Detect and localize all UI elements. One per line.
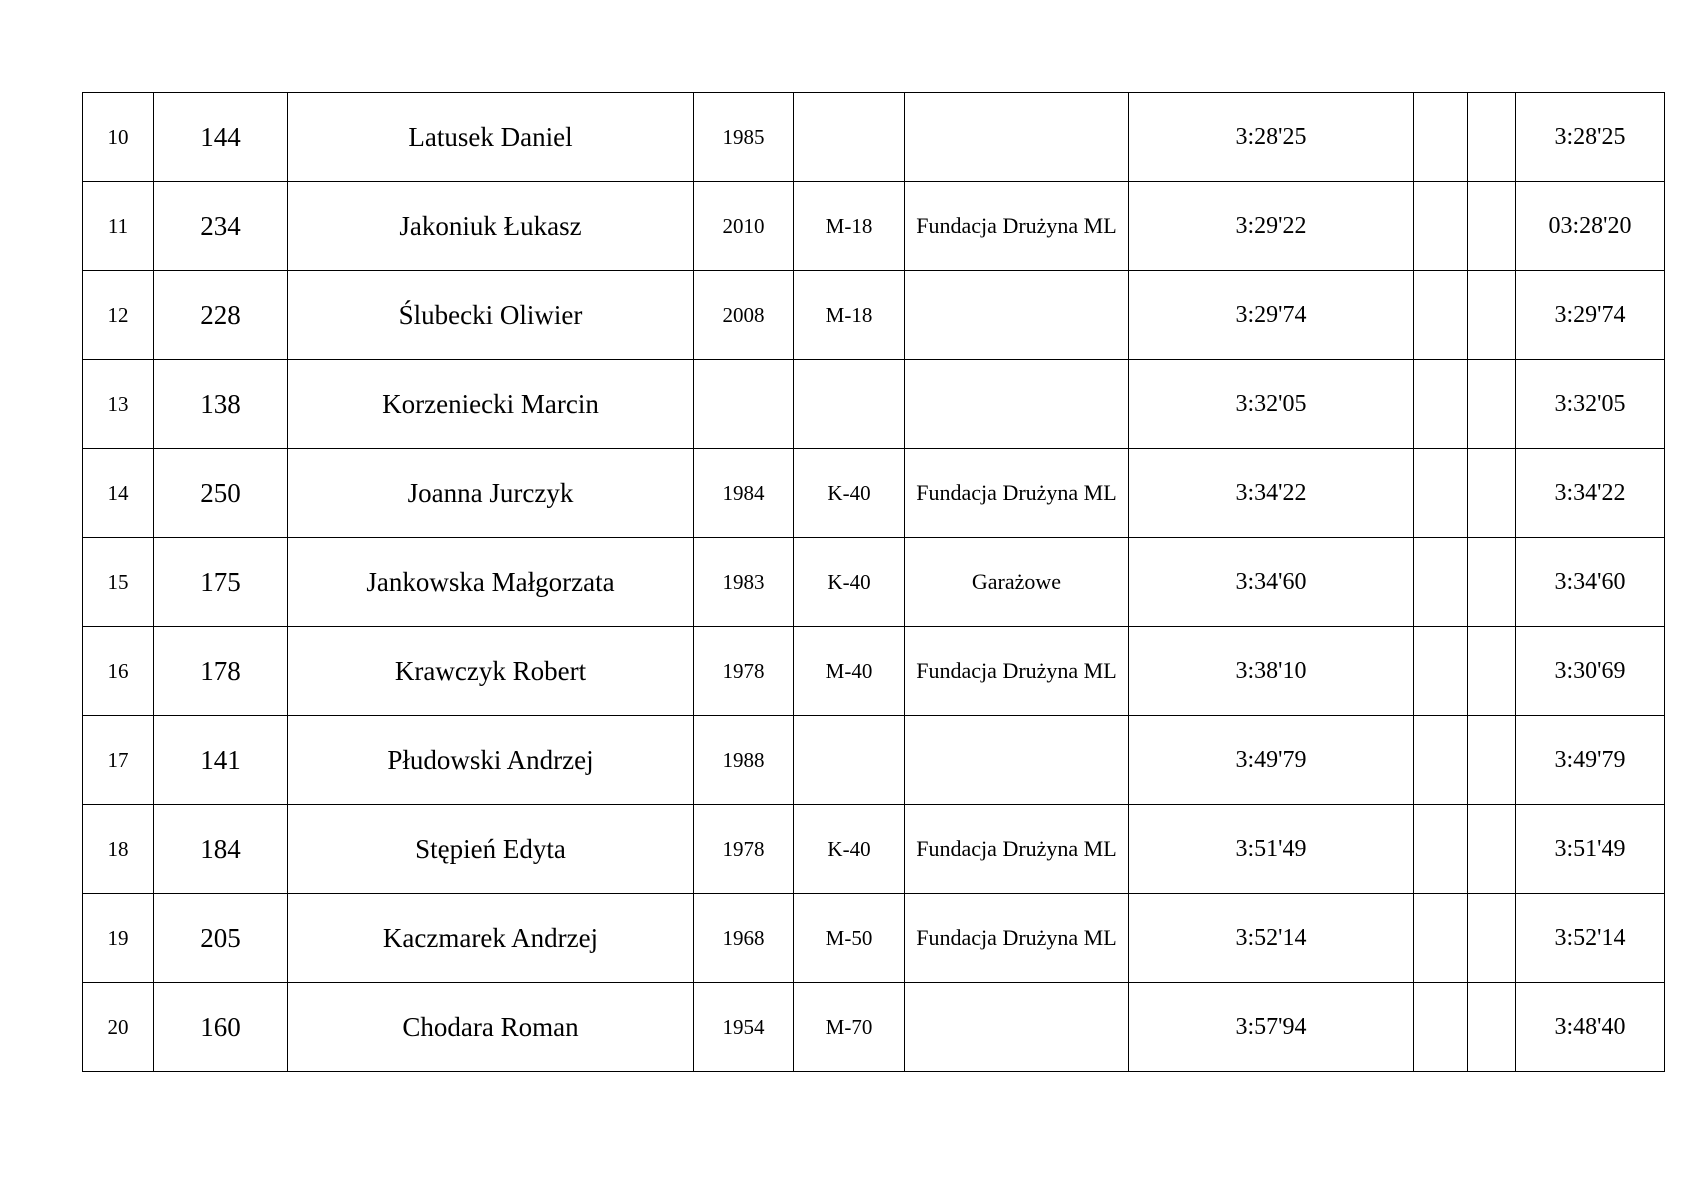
competitor-name-cell: Chodara Roman xyxy=(288,983,694,1072)
place-cell: 14 xyxy=(83,449,154,538)
table-row xyxy=(83,983,1665,1072)
club-cell: Fundacja Drużyna ML xyxy=(905,449,1129,538)
time-cell: 3:29'74 xyxy=(1129,271,1414,360)
place-cell: 12 xyxy=(83,271,154,360)
table-row xyxy=(83,805,1665,894)
bib-number-cell: 228 xyxy=(154,271,288,360)
empty-cell xyxy=(1414,716,1468,805)
table-row xyxy=(83,716,1665,805)
time-cell: 3:49'79 xyxy=(1129,716,1414,805)
category-cell xyxy=(794,93,905,182)
place-cell: 19 xyxy=(83,894,154,983)
birth-year-cell: 1954 xyxy=(694,983,794,1072)
bib-number-cell: 160 xyxy=(154,983,288,1072)
club-cell xyxy=(905,93,1129,182)
bib-number-cell: 184 xyxy=(154,805,288,894)
category-cell: M-18 xyxy=(794,271,905,360)
table-row xyxy=(83,538,1665,627)
empty-cell xyxy=(1468,93,1516,182)
empty-cell xyxy=(1414,627,1468,716)
bib-number-cell: 138 xyxy=(154,360,288,449)
table-row xyxy=(83,449,1665,538)
time-cell: 3:52'14 xyxy=(1129,894,1414,983)
empty-cell xyxy=(1468,182,1516,271)
bib-number-cell: 250 xyxy=(154,449,288,538)
category-cell: K-40 xyxy=(794,805,905,894)
empty-cell xyxy=(1414,894,1468,983)
bib-number-cell: 141 xyxy=(154,716,288,805)
category-cell xyxy=(794,716,905,805)
best-time-cell: 3:51'49 xyxy=(1516,805,1665,894)
best-time-cell: 3:34'60 xyxy=(1516,538,1665,627)
bib-number-cell: 144 xyxy=(154,93,288,182)
place-cell: 17 xyxy=(83,716,154,805)
birth-year-cell xyxy=(694,360,794,449)
table-row xyxy=(83,894,1665,983)
table-row xyxy=(83,182,1665,271)
club-cell: Fundacja Drużyna ML xyxy=(905,627,1129,716)
best-time-cell: 3:30'69 xyxy=(1516,627,1665,716)
birth-year-cell: 2010 xyxy=(694,182,794,271)
competitor-name-cell: Joanna Jurczyk xyxy=(288,449,694,538)
table-row xyxy=(83,360,1665,449)
empty-cell xyxy=(1468,538,1516,627)
time-cell: 3:38'10 xyxy=(1129,627,1414,716)
club-cell xyxy=(905,360,1129,449)
club-cell: Garażowe xyxy=(905,538,1129,627)
best-time-cell: 3:48'40 xyxy=(1516,983,1665,1072)
table-row xyxy=(83,627,1665,716)
competitor-name-cell: Ślubecki Oliwier xyxy=(288,271,694,360)
place-cell: 15 xyxy=(83,538,154,627)
bib-number-cell: 178 xyxy=(154,627,288,716)
competitor-name-cell: Stępień Edyta xyxy=(288,805,694,894)
best-time-cell: 3:28'25 xyxy=(1516,93,1665,182)
club-cell: Fundacja Drużyna ML xyxy=(905,894,1129,983)
competitor-name-cell: Krawczyk Robert xyxy=(288,627,694,716)
competitor-name-cell: Kaczmarek Andrzej xyxy=(288,894,694,983)
empty-cell xyxy=(1468,449,1516,538)
best-time-cell: 3:29'74 xyxy=(1516,271,1665,360)
place-cell: 18 xyxy=(83,805,154,894)
empty-cell xyxy=(1414,538,1468,627)
table-row xyxy=(83,93,1665,182)
empty-cell xyxy=(1468,716,1516,805)
birth-year-cell: 1985 xyxy=(694,93,794,182)
birth-year-cell: 1978 xyxy=(694,627,794,716)
bib-number-cell: 234 xyxy=(154,182,288,271)
competitor-name-cell: Jankowska Małgorzata xyxy=(288,538,694,627)
category-cell: M-70 xyxy=(794,983,905,1072)
club-cell: Fundacja Drużyna ML xyxy=(905,805,1129,894)
time-cell: 3:51'49 xyxy=(1129,805,1414,894)
empty-cell xyxy=(1414,983,1468,1072)
time-cell: 3:57'94 xyxy=(1129,983,1414,1072)
category-cell: M-18 xyxy=(794,182,905,271)
place-cell: 10 xyxy=(83,93,154,182)
club-cell: Fundacja Drużyna ML xyxy=(905,182,1129,271)
birth-year-cell: 1968 xyxy=(694,894,794,983)
empty-cell xyxy=(1414,449,1468,538)
place-cell: 13 xyxy=(83,360,154,449)
competitor-name-cell: Płudowski Andrzej xyxy=(288,716,694,805)
time-cell: 3:34'60 xyxy=(1129,538,1414,627)
time-cell: 3:28'25 xyxy=(1129,93,1414,182)
category-cell xyxy=(794,360,905,449)
birth-year-cell: 1988 xyxy=(694,716,794,805)
best-time-cell: 3:32'05 xyxy=(1516,360,1665,449)
category-cell: M-40 xyxy=(794,627,905,716)
empty-cell xyxy=(1468,271,1516,360)
competitor-name-cell: Korzeniecki Marcin xyxy=(288,360,694,449)
competitor-name-cell: Latusek Daniel xyxy=(288,93,694,182)
time-cell: 3:29'22 xyxy=(1129,182,1414,271)
club-cell xyxy=(905,716,1129,805)
empty-cell xyxy=(1468,983,1516,1072)
empty-cell xyxy=(1468,360,1516,449)
best-time-cell: 3:49'79 xyxy=(1516,716,1665,805)
results-table-body xyxy=(83,93,1665,1072)
club-cell xyxy=(905,271,1129,360)
birth-year-cell: 1983 xyxy=(694,538,794,627)
place-cell: 16 xyxy=(83,627,154,716)
empty-cell xyxy=(1414,271,1468,360)
competitor-name-cell: Jakoniuk Łukasz xyxy=(288,182,694,271)
best-time-cell: 3:34'22 xyxy=(1516,449,1665,538)
club-cell xyxy=(905,983,1129,1072)
best-time-cell: 3:52'14 xyxy=(1516,894,1665,983)
empty-cell xyxy=(1414,360,1468,449)
empty-cell xyxy=(1468,627,1516,716)
birth-year-cell: 1978 xyxy=(694,805,794,894)
place-cell: 20 xyxy=(83,983,154,1072)
category-cell: K-40 xyxy=(794,449,905,538)
table-row xyxy=(83,271,1665,360)
empty-cell xyxy=(1414,805,1468,894)
best-time-cell: 03:28'20 xyxy=(1516,182,1665,271)
empty-cell xyxy=(1414,182,1468,271)
empty-cell xyxy=(1414,93,1468,182)
time-cell: 3:34'22 xyxy=(1129,449,1414,538)
category-cell: M-50 xyxy=(794,894,905,983)
birth-year-cell: 1984 xyxy=(694,449,794,538)
time-cell: 3:32'05 xyxy=(1129,360,1414,449)
birth-year-cell: 2008 xyxy=(694,271,794,360)
bib-number-cell: 205 xyxy=(154,894,288,983)
place-cell: 11 xyxy=(83,182,154,271)
empty-cell xyxy=(1468,805,1516,894)
category-cell: K-40 xyxy=(794,538,905,627)
bib-number-cell: 175 xyxy=(154,538,288,627)
results-table xyxy=(82,92,1665,1072)
empty-cell xyxy=(1468,894,1516,983)
